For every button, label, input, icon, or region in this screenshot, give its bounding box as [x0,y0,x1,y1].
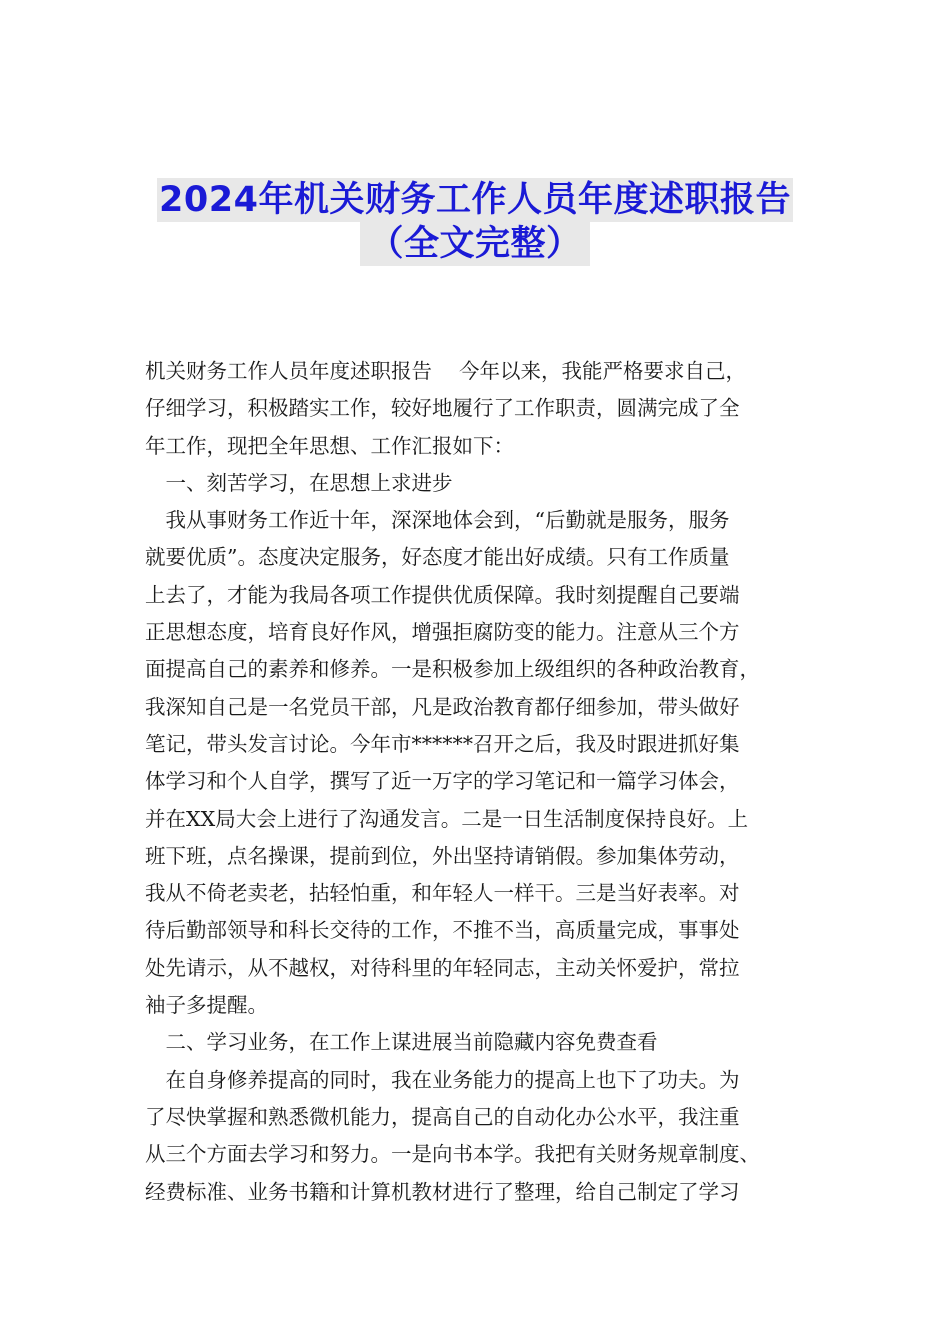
body-line: 袖子多提醒。 [145,993,268,1018]
body-line: 正思想态度，培育良好作风，增强拒腐防变的能力。注意从三个方 [145,620,740,645]
body-line: 机关财务工作人员年度述职报告 今年以来，我能严格要求自己， [145,359,747,383]
body-line: 在自身修养提高的同时，我在业务能力的提高上也下了功夫。为 [145,1067,740,1092]
document-title [0,178,950,266]
body-line: 我深知自己是一名党员干部，凡是政治教育都仔细参加，带头做好 [145,694,740,719]
body-line: 上去了，才能为我局各项工作提供优质保障。我时刻提醒自己要端 [145,582,740,607]
body-line: 并在XX局大会上进行了沟通发言。二是一日生活制度保持良好。上 [145,806,749,831]
body-line: 笔记，带头发言讨论。今年市******召开之后，我及时跟进抓好集 [145,731,740,756]
title-line-2: （全文完整） [360,222,589,266]
body-line: 面提高自己的素养和修养。一是积极参加上级组织的各种政治教育， [145,657,760,682]
body-line: 就要优质”。态度决定服务，好态度才能出好成绩。只有工作质量 [145,545,730,570]
body-line: 从三个方面去学习和努力。一是向书本学。我把有关财务规章制度、 [145,1142,760,1167]
body-line: 待后勤部领导和科长交待的工作，不推不当，高质量完成，事事处 [145,918,740,943]
document-body [145,353,810,1211]
body-line: 处先请示，从不越权，对待科里的年轻同志，主动关怀爱护，常拉 [145,955,740,980]
body-line: 我从事财务工作近十年，深深地体会到，“后勤就是服务，服务 [145,508,730,533]
body-line: 我从不倚老卖老，拈轻怕重，和年轻人一样干。三是当好表率。对 [145,881,740,906]
body-line: 仔细学习，积极踏实工作，较好地履行了工作职责，圆满完成了全 [145,396,740,421]
body-line: 体学习和个人自学，撰写了近一万字的学习笔记和一篇学习体会， [145,769,740,794]
body-line: 年工作，现把全年思想、工作汇报如下： [145,433,514,458]
body-line: 了尽快掌握和熟悉微机能力，提高自己的自动化办公水平，我注重 [145,1104,740,1129]
section-heading-2: 二、学习业务，在工作上谋进展当前隐藏内容免费查看 [145,1030,658,1055]
title-line-1: 2024年机关财务工作人员年度述职报告 [159,180,791,220]
section-heading-1: 一、刻苦学习，在思想上求进步 [145,470,453,495]
body-line: 班下班，点名操课，提前到位，外出坚持请销假。参加集体劳动， [145,843,740,868]
body-line: 经费标准、业务书籍和计算机教材进行了整理，给自己制定了学习 [145,1179,740,1204]
